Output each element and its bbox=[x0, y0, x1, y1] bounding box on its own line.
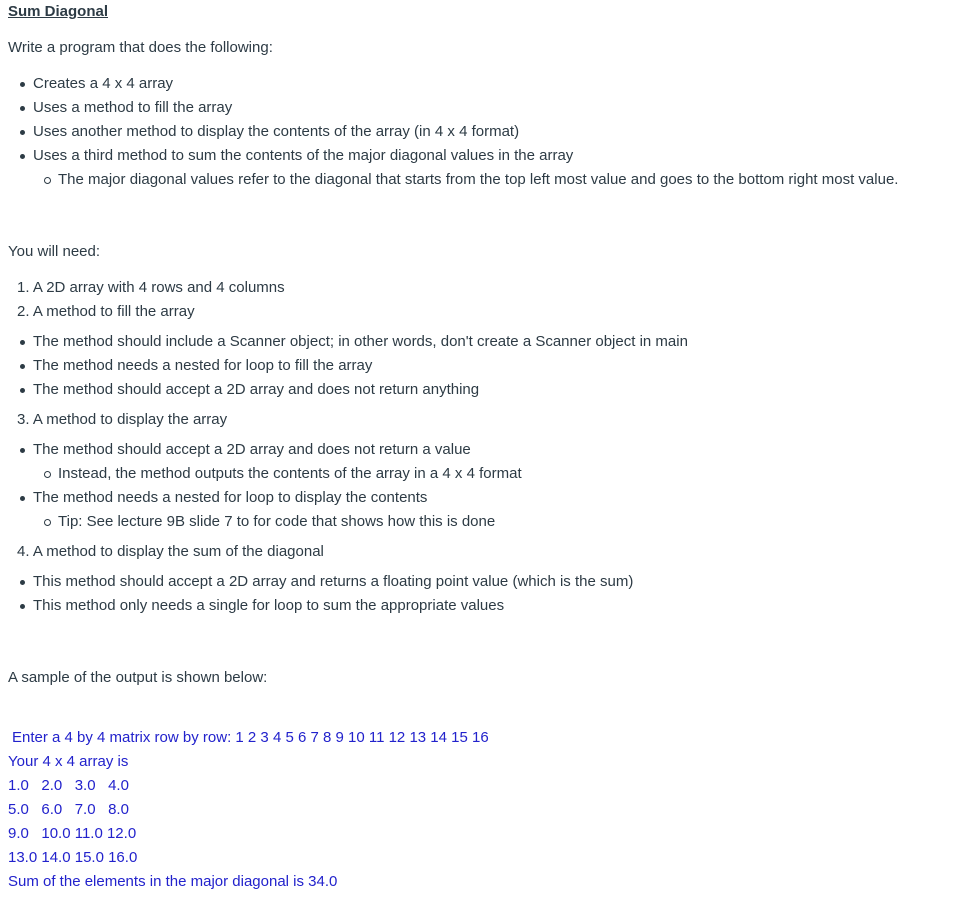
list-item: This method only needs a single for loop to sum the appropriate values bbox=[33, 597, 505, 614]
list-item: Uses another method to display the contents of the array (in 4 x 4 format) bbox=[33, 123, 520, 140]
output-line: 5.0 6.0 7.0 8.0 bbox=[8, 801, 129, 818]
list-item: The method needs a nested for loop to display the contents bbox=[33, 489, 428, 506]
sub-list-item: Instead, the method outputs the contents of the array in a 4 x 4 format bbox=[58, 465, 522, 482]
list-item: Uses a third method to sum the contents of the major diagonal values in the array bbox=[33, 147, 574, 164]
list-item: The method should accept a 2D array and does not return a value bbox=[33, 441, 471, 458]
sub-list-item: The major diagonal values refer to the diagonal that starts from the top left most value and goes to the bottom right most value. bbox=[58, 171, 899, 188]
list-item: The method needs a nested for loop to fill the array bbox=[33, 357, 373, 374]
need-intro-text: You will need: bbox=[8, 243, 101, 260]
numbered-item: 4. A method to display the sum of the diagonal bbox=[17, 543, 324, 560]
list-item: The method should include a Scanner object; in other words, don't create a Scanner object in main bbox=[33, 333, 688, 350]
list-item: The method should accept a 2D array and does not return anything bbox=[33, 381, 480, 398]
numbered-item: 3. A method to display the array bbox=[17, 411, 228, 428]
numbered-item: 1. A 2D array with 4 rows and 4 columns bbox=[17, 279, 285, 296]
output-line: Your 4 x 4 array is bbox=[8, 753, 129, 770]
output-line: 13.0 14.0 15.0 16.0 bbox=[8, 849, 138, 866]
intro-text: Write a program that does the following: bbox=[8, 39, 273, 56]
sample-intro-text: A sample of the output is shown below: bbox=[8, 669, 268, 686]
list-item: Creates a 4 x 4 array bbox=[33, 75, 174, 92]
numbered-item: 2. A method to fill the array bbox=[17, 303, 195, 320]
output-line: Enter a 4 by 4 matrix row by row: 1 2 3 4 5 6 7 8 9 10 11 12 13 14 15 16 bbox=[12, 729, 489, 746]
output-line: 9.0 10.0 11.0 12.0 bbox=[8, 825, 137, 842]
output-line: Sum of the elements in the major diagonal is 34.0 bbox=[8, 873, 338, 890]
sub-list-item: Tip: See lecture 9B slide 7 to for code that shows how this is done bbox=[58, 513, 496, 530]
output-line: 1.0 2.0 3.0 4.0 bbox=[8, 777, 129, 794]
list-item: This method should accept a 2D array and returns a floating point value (which is the sum) bbox=[33, 573, 634, 590]
page-title: Sum Diagonal bbox=[8, 3, 109, 20]
list-item: Uses a method to fill the array bbox=[33, 99, 233, 116]
